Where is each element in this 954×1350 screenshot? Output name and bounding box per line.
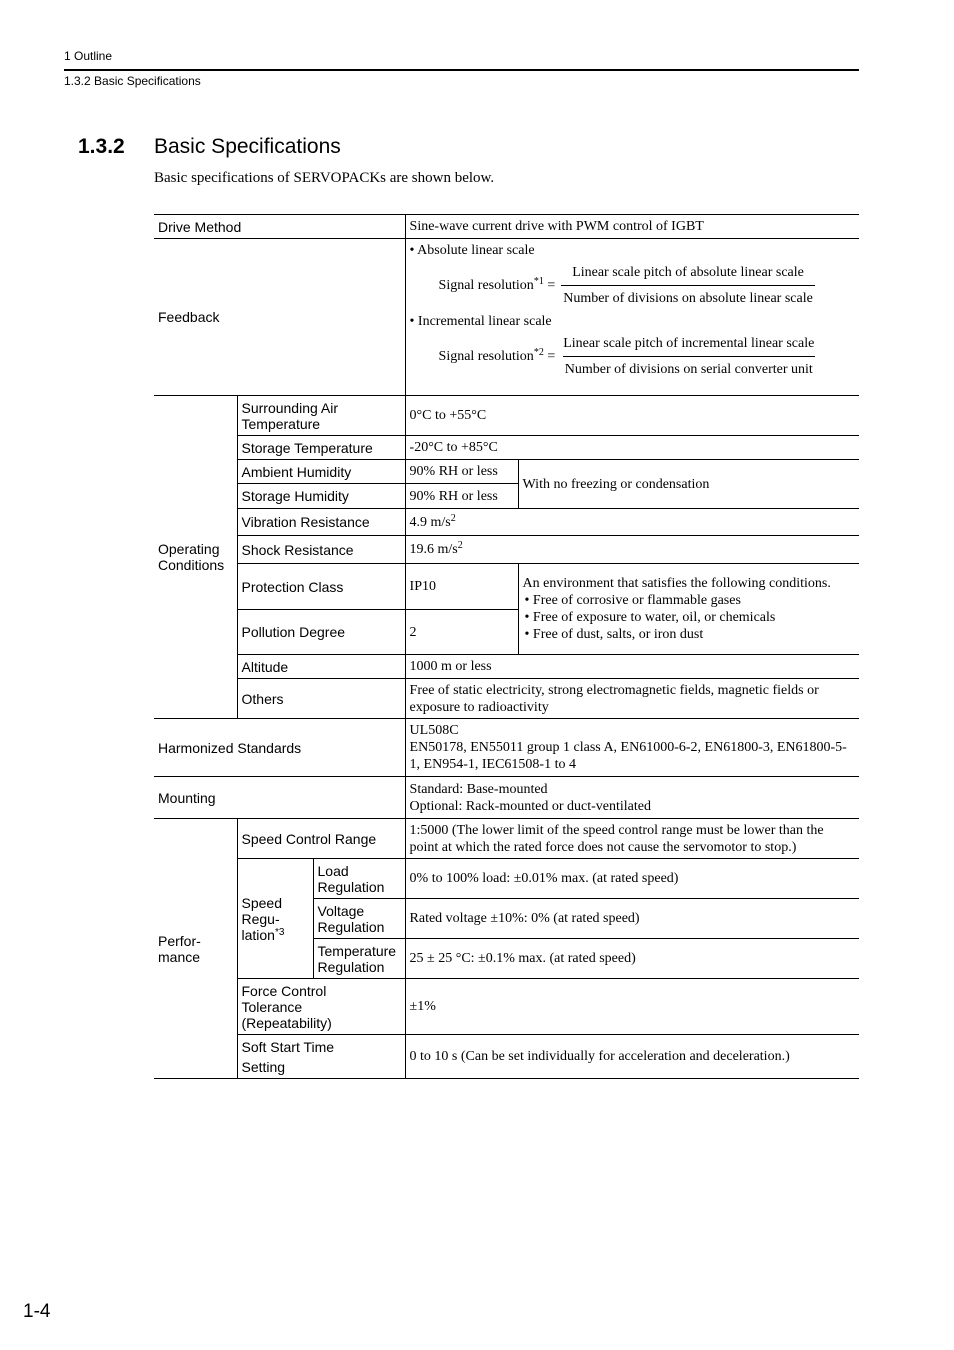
table-row-ambient-humidity — [154, 460, 859, 484]
section-heading — [78, 133, 341, 161]
force-control-value: ±1% — [405, 979, 859, 1035]
incremental-fraction — [561, 335, 816, 378]
table-row-storage-temperature — [154, 436, 859, 460]
table-row-harmonized-standards — [154, 719, 859, 777]
table-row-protection-class — [154, 564, 859, 610]
running-header — [64, 48, 859, 89]
vibration-resistance-value: 4.9 $m/s^2$ — [405, 509, 859, 536]
specifications-table — [154, 214, 859, 1079]
pollution-degree-label: Pollution Degree — [237, 610, 405, 655]
absolute-scale-bullet: • Absolute linear scale — [409, 243, 535, 258]
intro-text: Basic specifications of SERVOPACKs are shown below. — [154, 170, 495, 186]
shock-resistance-label: Shock Resistance — [237, 536, 405, 564]
altitude-value: 1000 m or less — [405, 655, 859, 679]
absolute-denominator: Number of divisions on absolute linear scale — [561, 285, 815, 307]
load-regulation-value: 0% to 100% load: ±0.01% max. (at rated speed) — [405, 859, 859, 899]
harmonized-standards-value: UL508C EN50178, EN55011 group 1 class A, EN61000-6-2, EN61800-3, EN61800-5-1, EN954-1, IEC61508-1 to 4 — [405, 719, 859, 777]
table-row-surrounding-air — [154, 396, 859, 436]
table-row-feedback — [154, 239, 859, 396]
table-row-force-control — [154, 979, 859, 1035]
mounting-value: Standard: Base-mounted Optional: Rack-mounted or duct-ventilated — [405, 777, 859, 819]
soft-start-label: Soft Start Time Setting — [237, 1035, 405, 1079]
section-header: 1.3.2 Basic Specifications — [64, 74, 201, 88]
surrounding-air-label: Surrounding Air Temperature — [237, 396, 405, 436]
speed-control-range-label: Speed Control Range — [237, 819, 405, 859]
storage-temperature-label: Storage Temperature — [237, 436, 405, 460]
ambient-humidity-value: 90% RH or less — [405, 460, 518, 484]
absolute-resolution-formula — [439, 264, 856, 307]
header-rule — [64, 69, 859, 71]
others-value: Free of static electricity, strong electromagnetic fields, magnetic fields or exposure to radioactivity — [405, 679, 859, 719]
incremental-resolution-formula — [439, 335, 856, 378]
environment-note-item: • Free of exposure to water, oil, or chemicals — [524, 610, 776, 625]
drive-method-value: Sine-wave current drive with PWM control of IGBT — [405, 215, 859, 239]
table-row-mounting — [154, 777, 859, 819]
force-control-label: Force Control Tolerance (Repeatability) — [237, 979, 405, 1035]
feedback-label: Feedback — [154, 239, 405, 396]
page-number: 1-4 — [23, 1301, 51, 1322]
protection-class-value: IP10 — [405, 564, 518, 610]
altitude-label: Altitude — [237, 655, 405, 679]
soft-start-value: 0 to 10 s (Can be set individually for acceleration and deceleration.) — [405, 1035, 859, 1079]
operating-conditions-label: Operating Conditions — [154, 396, 237, 719]
voltage-regulation-value: Rated voltage ±10%: 0% (at rated speed) — [405, 899, 859, 939]
load-regulation-label: Load Regulation — [313, 859, 405, 899]
mounting-label: Mounting — [154, 777, 405, 819]
protection-class-label: Protection Class — [237, 564, 405, 610]
feedback-value — [405, 239, 859, 396]
table-row-altitude — [154, 655, 859, 679]
voltage-regulation-label: Voltage Regulation — [313, 899, 405, 939]
speed-regulation-label: Speed Regu- lation$^{*3}$ — [237, 859, 313, 979]
incremental-formula-lhs: Signal resolution$^{*2}$ = — [438, 347, 556, 364]
ambient-humidity-label: Ambient Humidity — [237, 460, 405, 484]
table-row-shock — [154, 536, 859, 564]
absolute-numerator: Linear scale pitch of absolute linear scale — [572, 265, 804, 280]
environment-note — [518, 564, 859, 655]
temperature-regulation-value: 25 ± 25 °C: ±0.1% max. (at rated speed) — [405, 939, 859, 979]
footnote-ref-3: *3 — [274, 926, 285, 938]
section-number: 1.3.2 — [78, 135, 125, 158]
surrounding-air-value: 0°C to +55°C — [405, 396, 859, 436]
environment-note-item: • Free of dust, salts, or iron dust — [524, 627, 704, 642]
environment-note-item: • Free of corrosive or flammable gases — [524, 593, 741, 608]
incremental-scale-bullet: • Incremental linear scale — [409, 314, 552, 329]
footnote-ref-2: *2 — [533, 347, 544, 358]
storage-humidity-label: Storage Humidity — [237, 484, 405, 509]
incremental-numerator: Linear scale pitch of incremental linear scale — [563, 336, 815, 351]
table-row-vibration — [154, 509, 859, 536]
pollution-degree-value: 2 — [405, 610, 518, 655]
temperature-regulation-label: Temperature Regulation — [313, 939, 405, 979]
section-title: Basic Specifications — [154, 135, 341, 158]
chapter-header: 1 Outline — [64, 49, 113, 63]
table-row-load-regulation — [154, 859, 859, 899]
table-row-soft-start — [154, 1035, 859, 1079]
footnote-ref-1: *1 — [533, 276, 544, 287]
table-row-speed-control-range — [154, 819, 859, 859]
performance-label: Perfor- mance — [154, 819, 237, 1079]
drive-method-label: Drive Method — [154, 215, 405, 239]
vibration-resistance-label: Vibration Resistance — [237, 509, 405, 536]
storage-humidity-value: 90% RH or less — [405, 484, 518, 509]
incremental-denominator: Number of divisions on serial converter unit — [563, 356, 815, 378]
harmonized-standards-label: Harmonized Standards — [154, 719, 405, 777]
humidity-note: With no freezing or condensation — [518, 460, 859, 509]
absolute-formula-lhs: Signal resolution$^{*1}$ = — [438, 276, 556, 293]
shock-resistance-value: 19.6 $m/s^2$ — [405, 536, 859, 564]
speed-control-range-value: 1:5000 (The lower limit of the speed control range must be lower than the point at which the rated force does not cause the servomotor to stop.) — [405, 819, 859, 859]
table-row-drive-method — [154, 215, 859, 239]
others-label: Others — [237, 679, 405, 719]
absolute-fraction — [561, 264, 815, 307]
storage-temperature-value: -20°C to +85°C — [405, 436, 859, 460]
table-row-others — [154, 679, 859, 719]
environment-note-intro: An environment that satisfies the following conditions. — [522, 576, 831, 591]
